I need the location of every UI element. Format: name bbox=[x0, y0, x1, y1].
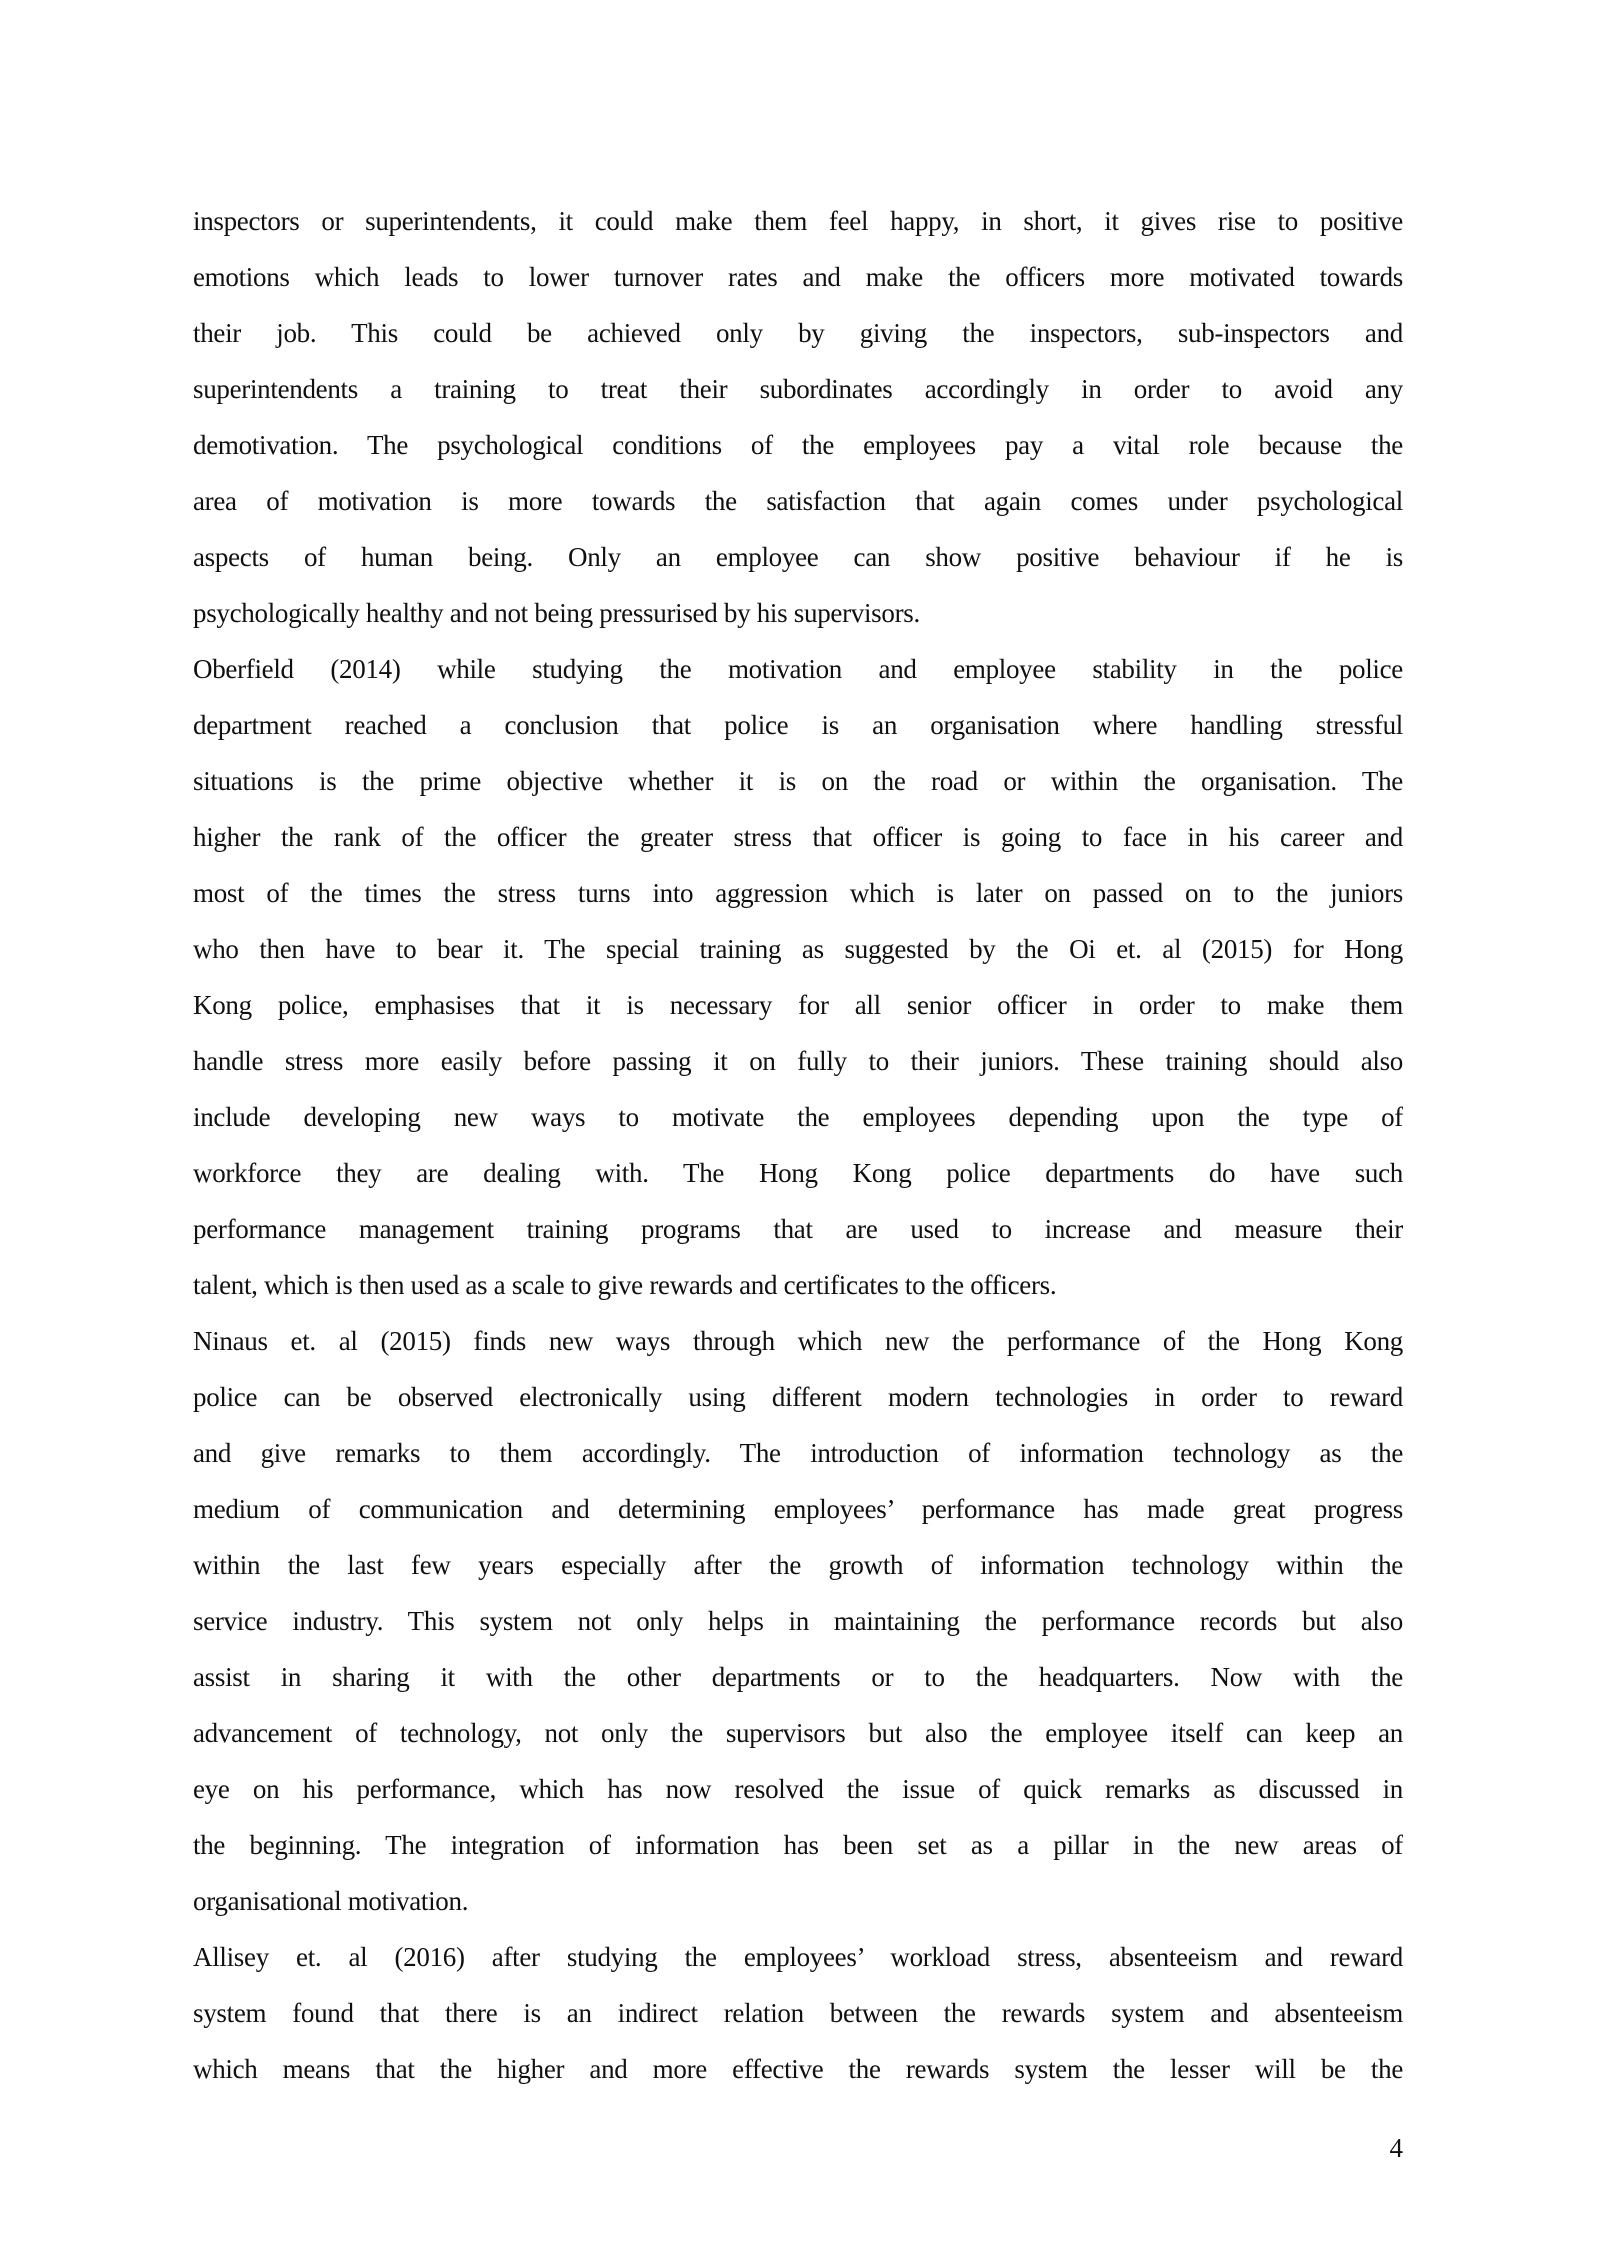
paragraph bbox=[193, 1929, 1403, 2097]
text-line: higher the rank of the officer the greater stress that officer is going to face in his career and bbox=[193, 822, 1403, 852]
text-line: Ninaus et. al (2015) finds new ways through which new the performance of the Hong Kong bbox=[193, 1326, 1403, 1356]
text-line: their job. This could be achieved only by giving the inspectors, sub-inspectors and bbox=[193, 318, 1403, 348]
text-line: performance management training programs that are used to increase and measure their bbox=[193, 1214, 1403, 1244]
text-line: workforce they are dealing with. The Hong Kong police departments do have such bbox=[193, 1158, 1403, 1188]
text-line: Oberfield (2014) while studying the motivation and employee stability in the police bbox=[193, 654, 1403, 684]
text-line: Allisey et. al (2016) after studying the employees’ workload stress, absenteeism and reward bbox=[193, 1942, 1403, 1972]
text-line: area of motivation is more towards the satisfaction that again comes under psychological bbox=[193, 486, 1403, 516]
text-line: and give remarks to them accordingly. The introduction of information technology as the bbox=[193, 1438, 1403, 1468]
text-line: inspectors or superintendents, it could make them feel happy, in short, it gives rise to positive bbox=[193, 206, 1403, 236]
text-line: department reached a conclusion that police is an organisation where handling stressful bbox=[193, 710, 1403, 740]
text-line: psychologically healthy and not being pressurised by his supervisors. bbox=[193, 598, 920, 628]
text-line: talent, which is then used as a scale to give rewards and certificates to the officers. bbox=[193, 1270, 1057, 1300]
text-line: eye on his performance, which has now resolved the issue of quick remarks as discussed in bbox=[193, 1774, 1403, 1804]
text-line: emotions which leads to lower turnover rates and make the officers more motivated towards bbox=[193, 262, 1403, 292]
text-line: handle stress more easily before passing it on fully to their juniors. These training should also bbox=[193, 1046, 1403, 1076]
text-line: superintendents a training to treat their subordinates accordingly in order to avoid any bbox=[193, 374, 1403, 404]
text-line: include developing new ways to motivate the employees depending upon the type of bbox=[193, 1102, 1403, 1132]
text-line: which means that the higher and more effective the rewards system the lesser will be the bbox=[193, 2054, 1403, 2084]
text-line: within the last few years especially after the growth of information technology within the bbox=[193, 1550, 1403, 1580]
text-line: the beginning. The integration of information has been set as a pillar in the new areas of bbox=[193, 1830, 1403, 1860]
paragraph bbox=[193, 1313, 1403, 1929]
text-line: medium of communication and determining employees’ performance has made great progress bbox=[193, 1494, 1403, 1524]
text-line: most of the times the stress turns into aggression which is later on passed on to the juniors bbox=[193, 878, 1403, 908]
page-body bbox=[193, 193, 1403, 2097]
paragraph bbox=[193, 641, 1403, 1313]
text-line: system found that there is an indirect relation between the rewards system and absenteeism bbox=[193, 1998, 1403, 2028]
text-line: aspects of human being. Only an employee can show positive behaviour if he is bbox=[193, 542, 1403, 572]
text-line: service industry. This system not only helps in maintaining the performance records but also bbox=[193, 1606, 1403, 1636]
text-line: police can be observed electronically using different modern technologies in order to reward bbox=[193, 1382, 1403, 1412]
text-line: assist in sharing it with the other departments or to the headquarters. Now with the bbox=[193, 1662, 1403, 1692]
text-line: advancement of technology, not only the supervisors but also the employee itself can keep an bbox=[193, 1718, 1403, 1748]
text-line: organisational motivation. bbox=[193, 1886, 469, 1916]
page-number: 4 bbox=[1389, 2133, 1403, 2163]
text-line: situations is the prime objective whether it is on the road or within the organisation. The bbox=[193, 766, 1403, 796]
text-line: demotivation. The psychological conditions of the employees pay a vital role because the bbox=[193, 430, 1403, 460]
text-line: who then have to bear it. The special training as suggested by the Oi et. al (2015) for Hong bbox=[193, 934, 1403, 964]
text-line: Kong police, emphasises that it is necessary for all senior officer in order to make them bbox=[193, 990, 1403, 1020]
paragraph bbox=[193, 193, 1403, 641]
